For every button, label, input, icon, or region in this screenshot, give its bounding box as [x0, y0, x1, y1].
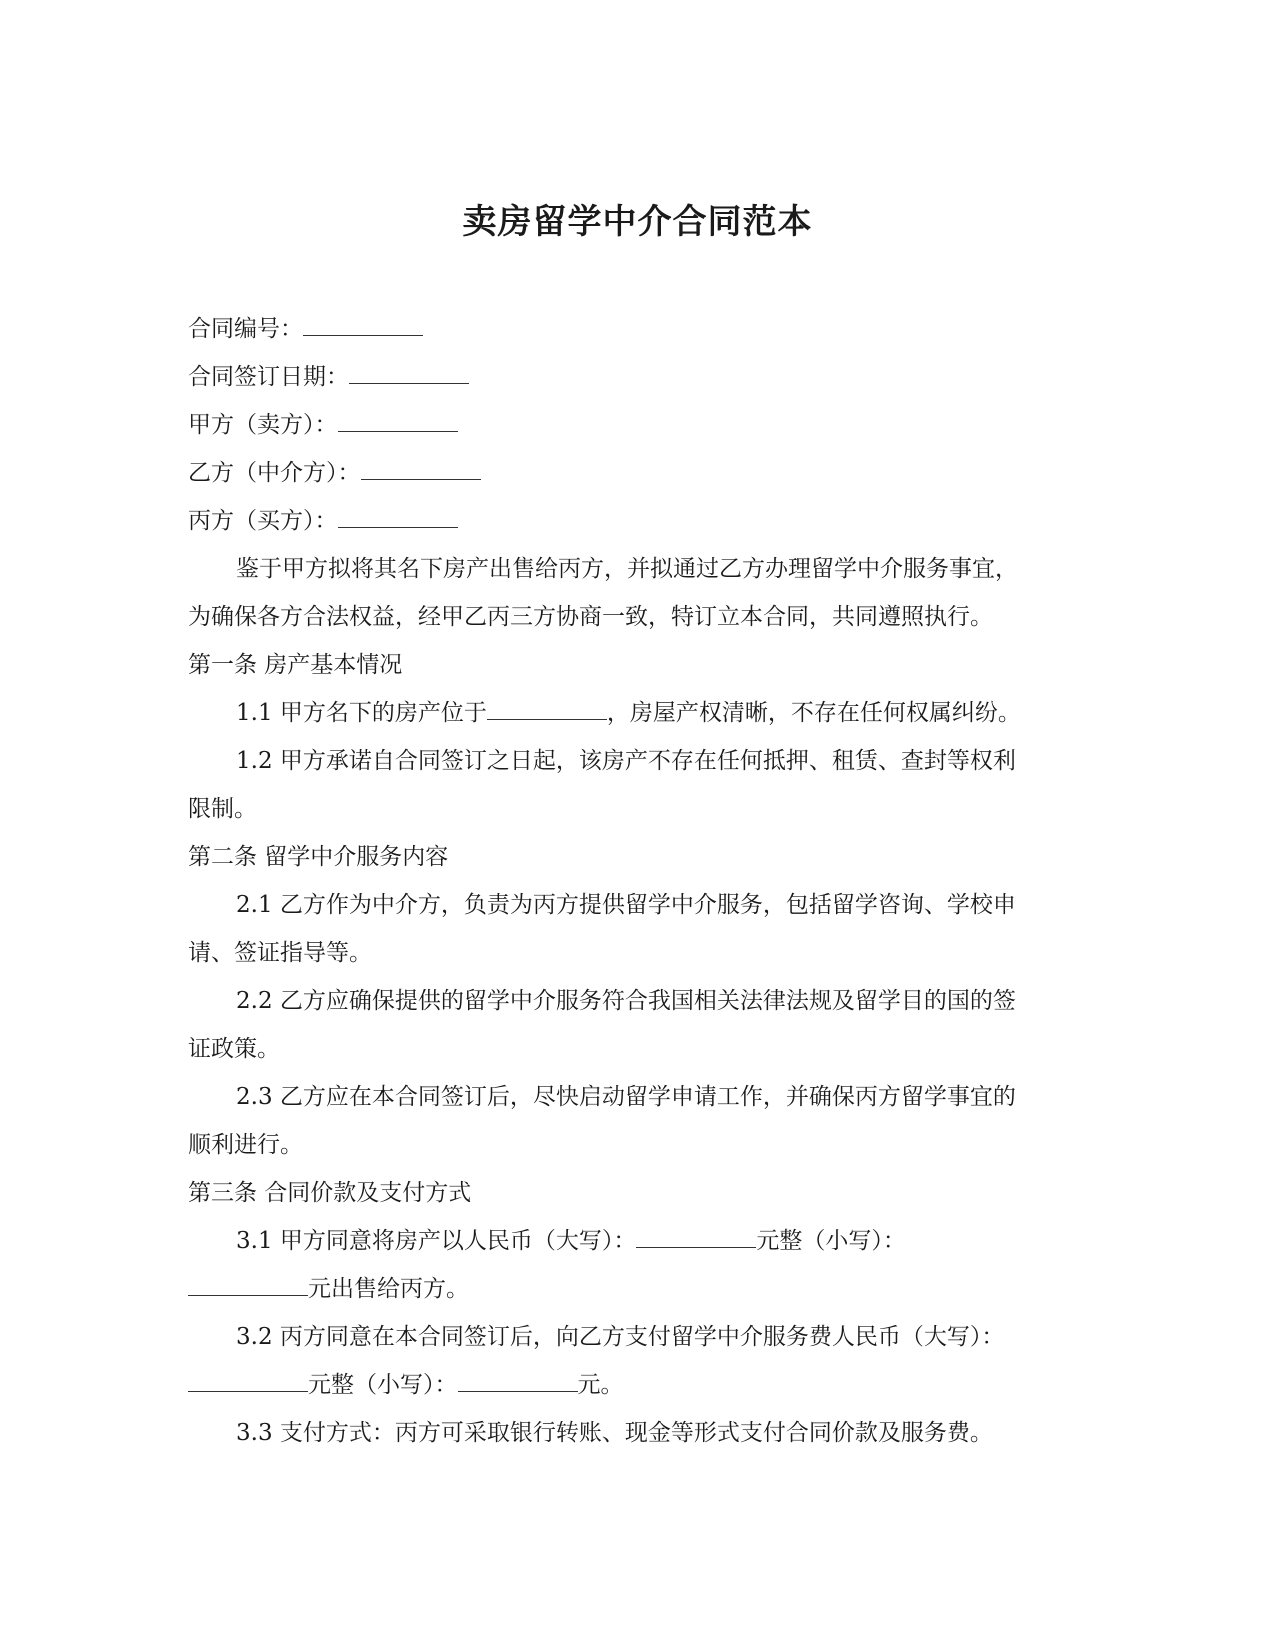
clause-text: 元。 [577, 1372, 624, 1398]
blank-line [458, 1367, 578, 1392]
document-title: 卖房留学中介合同范本 [462, 202, 813, 242]
blank-line [188, 1271, 308, 1296]
clause-1-1 [188, 689, 1088, 737]
clause-3-2: 3.2 丙方同意在本合同签订后，向乙方支付留学中介服务费人民币（大写）： [236, 1324, 1005, 1350]
blank-line [487, 695, 607, 720]
article-1-heading: 第一条 房产基本情况 [188, 652, 403, 678]
blank-line [636, 1223, 756, 1248]
blank-line [303, 311, 423, 336]
clause-1-2: 1.2 甲方承诺自合同签订之日起，该房产不存在任何抵押、租赁、查封等权利 [236, 748, 1016, 774]
clause-2-2-cont: 证政策。 [188, 1036, 280, 1062]
field-label: 丙方（买方）： [188, 508, 338, 534]
clause-1-2-cont: 限制。 [188, 796, 257, 822]
field-label: 合同签订日期： [188, 364, 349, 390]
clause-text: 元整（小写）： [756, 1228, 906, 1254]
field-sign-date [188, 353, 1088, 401]
blank-line [338, 503, 458, 528]
clause-2-3-cont: 顺利进行。 [188, 1132, 303, 1158]
preamble-line-1: 鉴于甲方拟将其名下房产出售给丙方，并拟通过乙方办理留学中介服务事宜， [236, 556, 1018, 582]
clause-text: 元整（小写）： [308, 1372, 458, 1398]
clause-text: ，房屋产权清晰，不存在任何权属纠纷。 [606, 700, 1021, 726]
blank-line [338, 407, 458, 432]
clause-text: 1.1 甲方名下的房产位于 [236, 700, 487, 726]
field-contract-no [188, 305, 1088, 353]
blank-line [349, 359, 469, 384]
clause-2-2: 2.2 乙方应确保提供的留学中介服务符合我国相关法律法规及留学目的国的签 [236, 988, 1016, 1014]
clause-3-3: 3.3 支付方式：丙方可采取银行转账、现金等形式支付合同价款及服务费。 [236, 1420, 993, 1446]
clause-3-2-cont [188, 1361, 1088, 1409]
clause-3-1-cont [188, 1265, 1088, 1313]
field-party-c [188, 497, 1088, 545]
clause-2-1-cont: 请、签证指导等。 [188, 940, 372, 966]
document-body [188, 305, 1088, 1457]
field-label: 合同编号： [188, 316, 303, 342]
clause-text: 元出售给丙方。 [308, 1276, 469, 1302]
article-2-heading: 第二条 留学中介服务内容 [188, 844, 449, 870]
clause-2-1: 2.1 乙方作为中介方，负责为丙方提供留学中介服务，包括留学咨询、学校申 [236, 892, 1016, 918]
blank-line [188, 1367, 308, 1392]
blank-line [361, 455, 481, 480]
clause-text: 3.1 甲方同意将房产以人民币（大写）： [236, 1228, 637, 1254]
field-label: 乙方（中介方）： [188, 460, 361, 486]
field-party-a [188, 401, 1088, 449]
article-3-heading: 第三条 合同价款及支付方式 [188, 1180, 472, 1206]
field-party-b [188, 449, 1088, 497]
field-label: 甲方（卖方）： [188, 412, 338, 438]
clause-3-1 [188, 1217, 1088, 1265]
clause-2-3: 2.3 乙方应在本合同签订后，尽快启动留学申请工作，并确保丙方留学事宜的 [236, 1084, 1016, 1110]
preamble-line-2: 为确保各方合法权益，经甲乙丙三方协商一致，特订立本合同，共同遵照执行。 [188, 604, 993, 630]
